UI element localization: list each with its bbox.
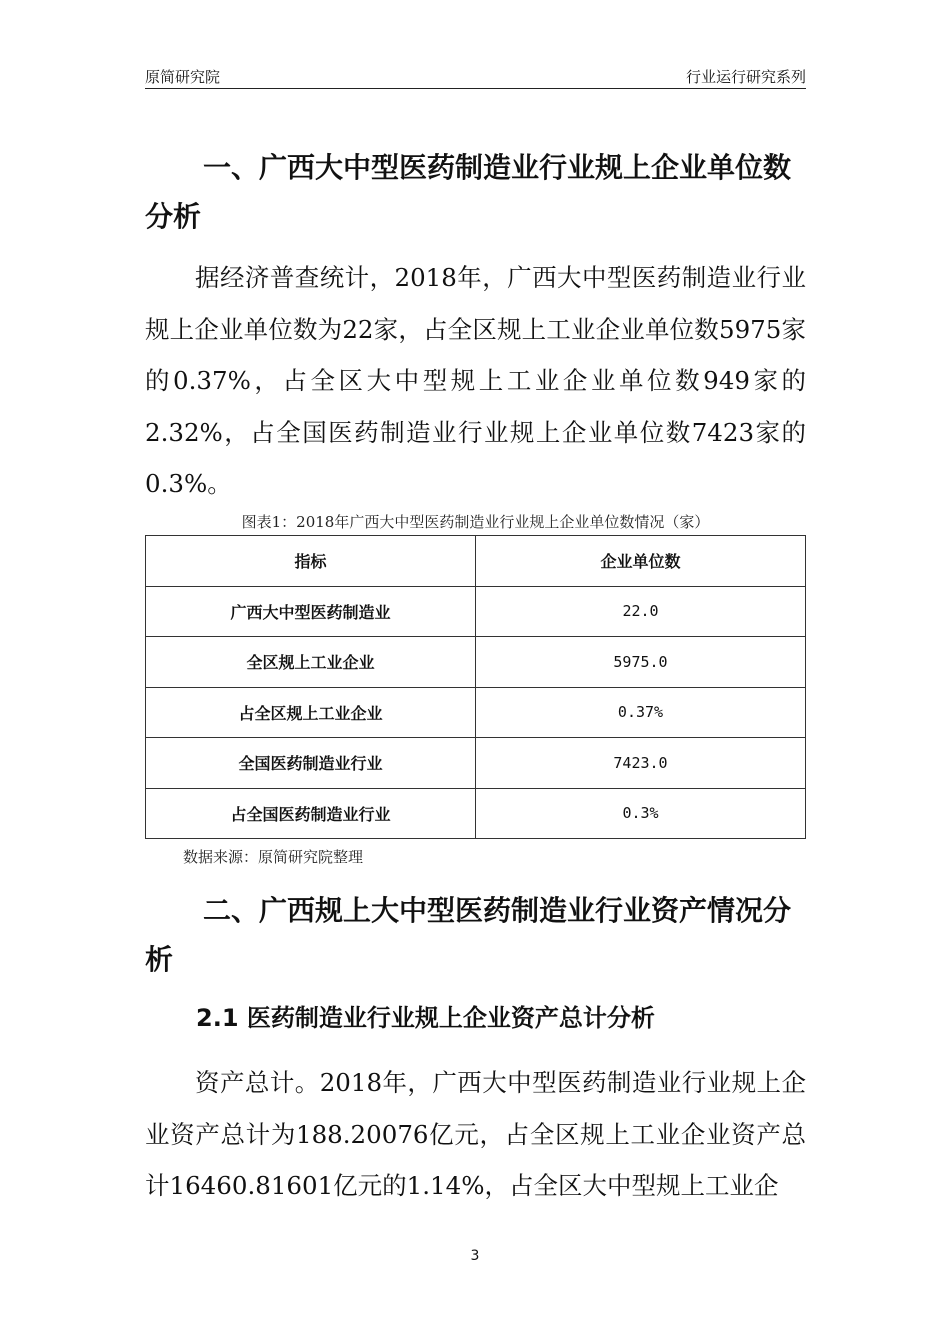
table-row bbox=[146, 586, 806, 637]
row-label: 全国医药制造业行业 bbox=[146, 738, 476, 789]
row-label: 全区规上工业企业 bbox=[146, 637, 476, 688]
row-value: 0.3% bbox=[476, 788, 806, 839]
header-series-name: 行业运行研究系列 bbox=[685, 68, 806, 86]
table-row bbox=[146, 637, 806, 688]
enterprise-count-table bbox=[145, 535, 806, 839]
row-label: 广西大中型医药制造业 bbox=[146, 586, 476, 637]
section1-paragraph: 据经济普查统计，2018年，广西大中型医药制造业行业规上企业单位数为22家，占全区规上工业企业单位数5975家的0.37%，占全区大中型规上工业企业单位数949家的2.32%，占全国医药制造业行业规上企业单位数7423家的0.3%。 bbox=[145, 263, 806, 498]
section1-heading: 一、广西大中型医药制造业行业规上企业单位数分析 bbox=[145, 151, 792, 233]
table-header-row bbox=[146, 536, 806, 587]
section2-paragraph: 资产总计。2018年，广西大中型医药制造业行业规上企业资产总计为188.20076亿元，占全区规上工业企业资产总计16460.81601亿元的1.14%，占全区大中型规上工业企 bbox=[145, 1068, 806, 1200]
row-value: 22.0 bbox=[476, 586, 806, 637]
row-label: 占全区规上工业企业 bbox=[146, 687, 476, 738]
page-number: 3 bbox=[470, 1248, 480, 1264]
row-value: 0.37% bbox=[476, 687, 806, 738]
table-row bbox=[146, 738, 806, 789]
header-org-name: 原简研究院 bbox=[145, 68, 221, 86]
row-value: 5975.0 bbox=[476, 637, 806, 688]
column-header-indicator: 指标 bbox=[146, 536, 476, 587]
section2-subheading: 2.1 医药制造业行业规上企业资产总计分析 bbox=[196, 1004, 655, 1032]
table-row bbox=[146, 687, 806, 738]
page-header bbox=[145, 62, 806, 89]
table-row bbox=[146, 788, 806, 839]
column-header-enterprise-count: 企业单位数 bbox=[476, 536, 806, 587]
row-label: 占全国医药制造业行业 bbox=[146, 788, 476, 839]
table-caption: 图表1：2018年广西大中型医药制造业行业规上企业单位数情况（家） bbox=[241, 513, 710, 531]
row-value: 7423.0 bbox=[476, 738, 806, 789]
table-source-note: 数据来源：原简研究院整理 bbox=[183, 848, 364, 866]
section2-heading: 二、广西规上大中型医药制造业行业资产情况分析 bbox=[145, 894, 792, 976]
